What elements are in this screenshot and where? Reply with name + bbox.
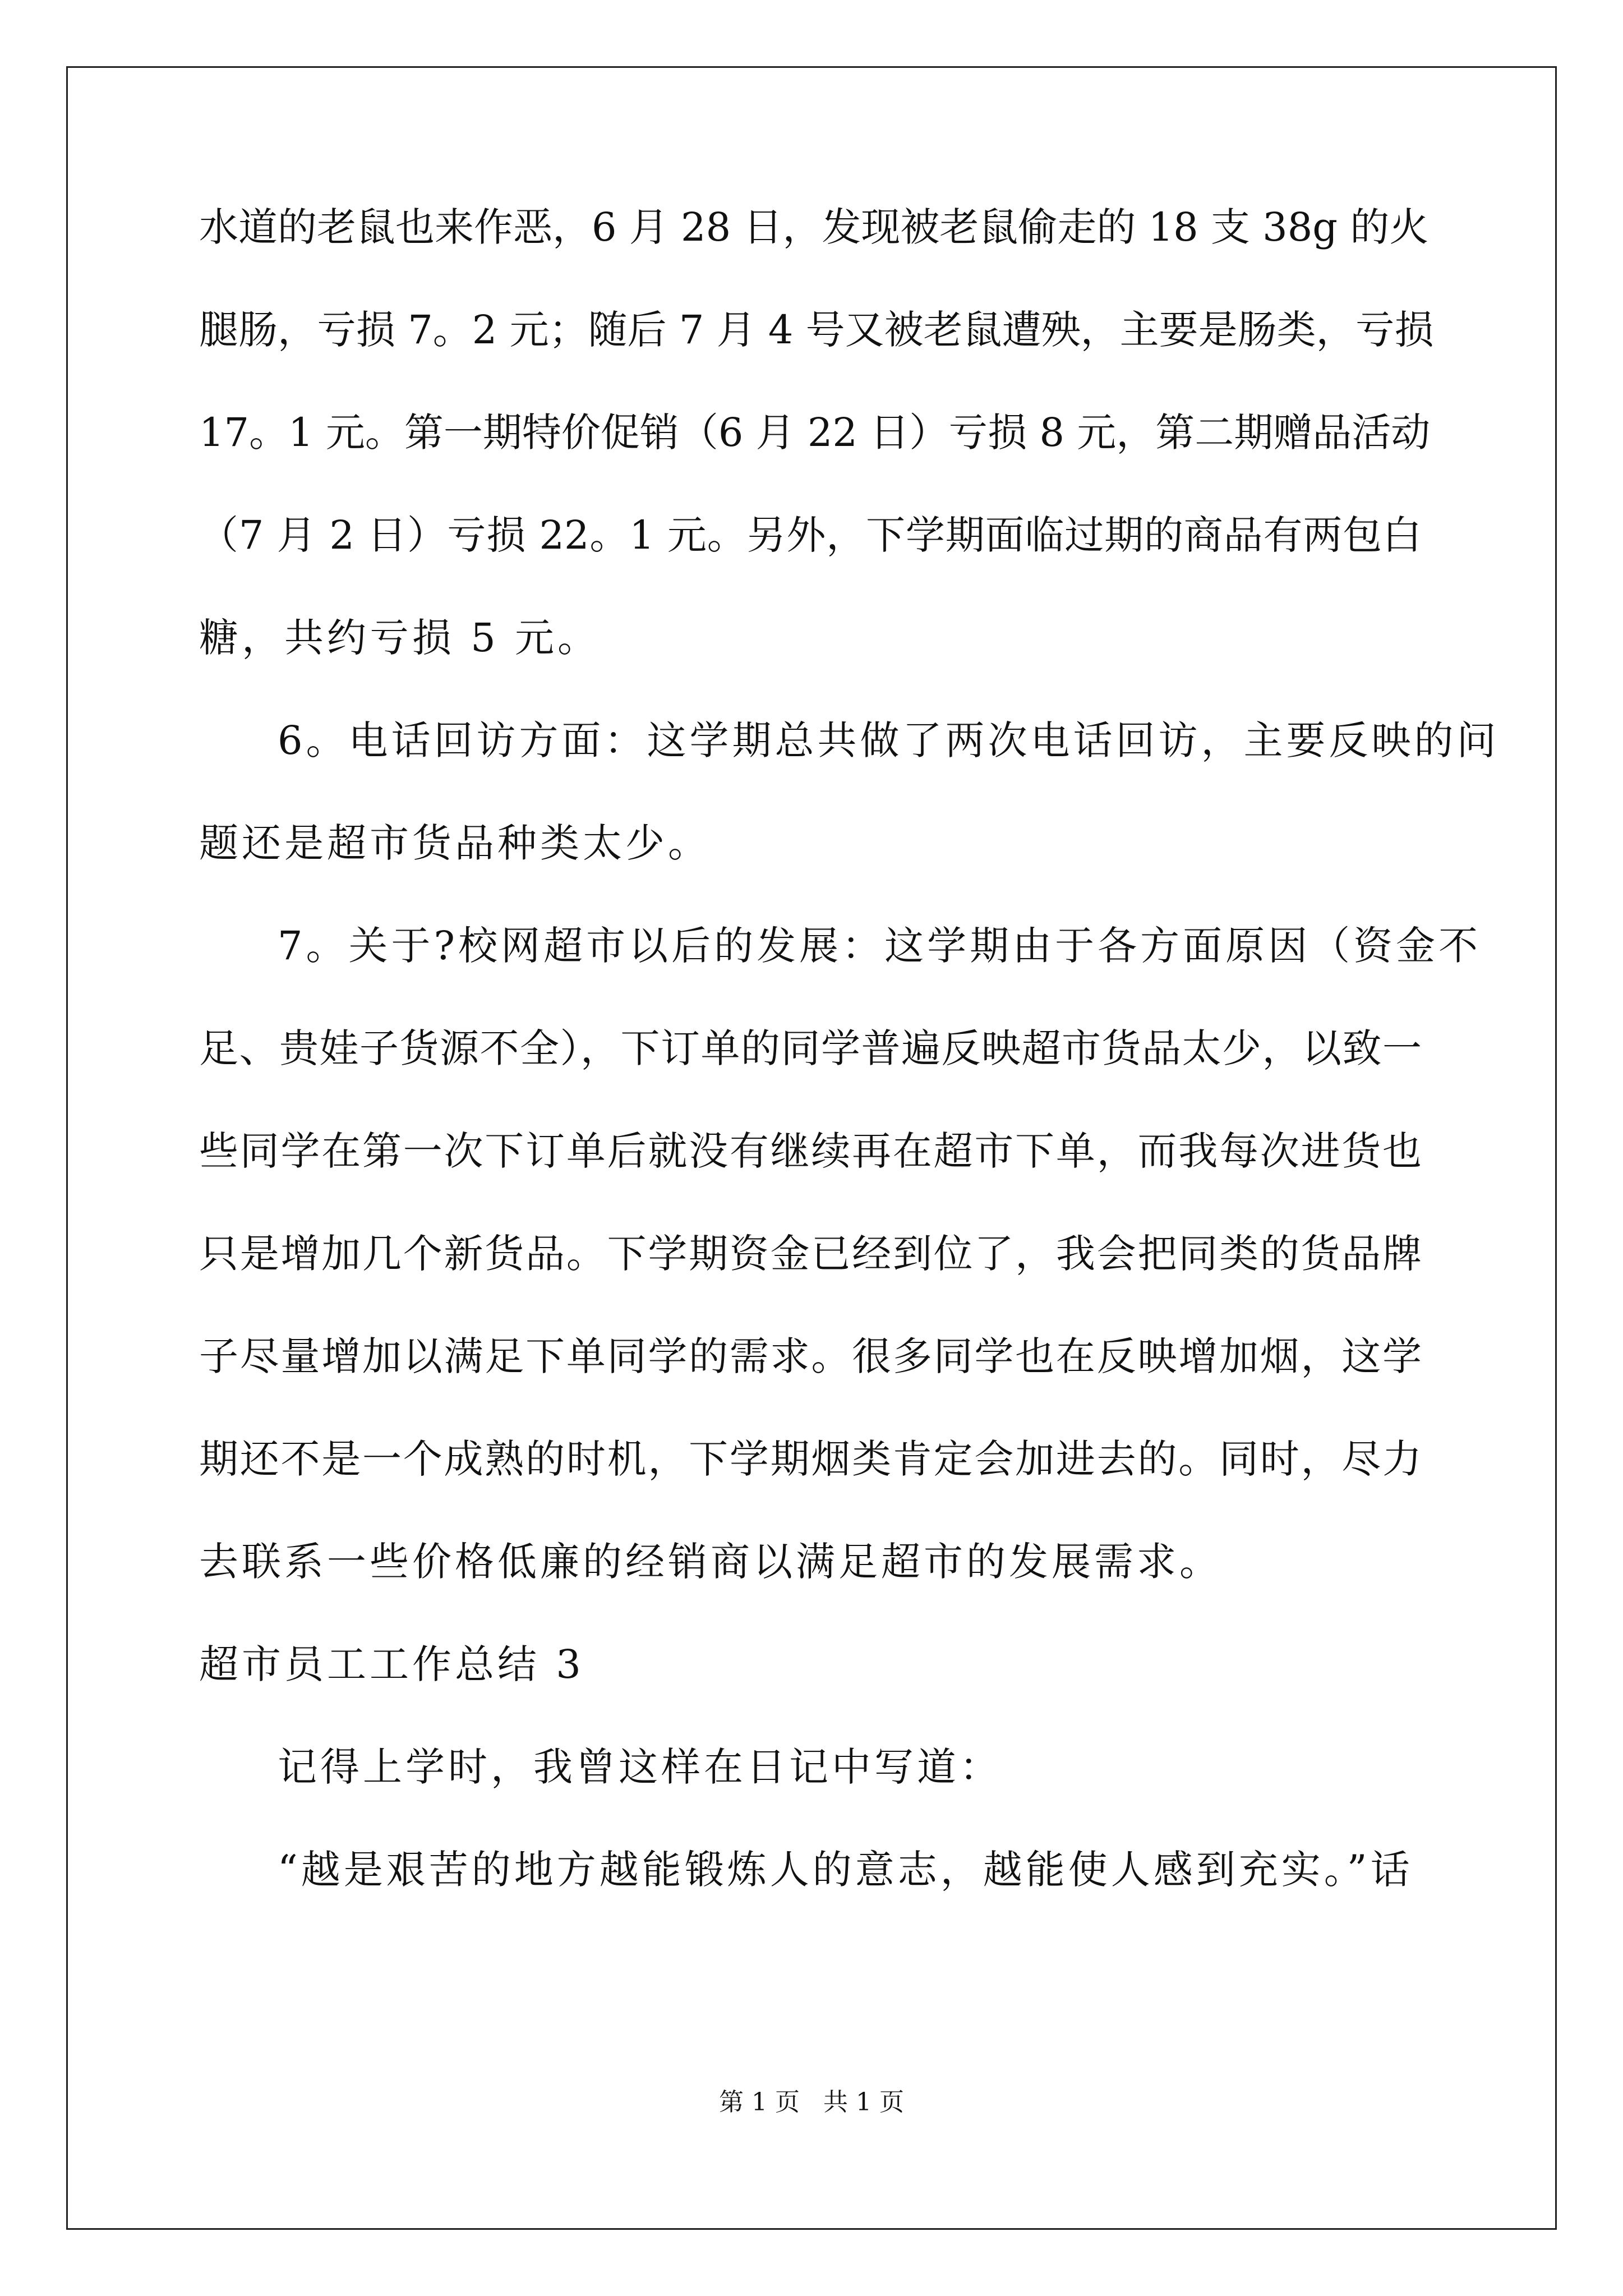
body-line: 17。1 元。第一期特价促销（6 月 22 日）亏损 8 元，第二期赠品活动 <box>199 409 1431 455</box>
body-line: （7 月 2 日）亏损 22。1 元。另外，下学期面临过期的商品有两包白 <box>199 512 1422 558</box>
body-line: 只是增加几个新货品。下学期资金已经到位了，我会把同类的货品牌 <box>199 1231 1422 1277</box>
body-line: 些同学在第一次下订单后就没有继续再在超市下单，而我每次进货也 <box>199 1128 1422 1174</box>
body-line: 去联系一些价格低廉的经销商以满足超市的发展需求。 <box>199 1539 1222 1585</box>
body-line: 期还不是一个成熟的时机，下学期烟类肯定会加进去的。同时，尽力 <box>199 1436 1422 1482</box>
page-footer: 第 1 页 共 1 页 <box>719 2088 904 2116</box>
paragraph-line: 6。电话回访方面：这学期总共做了两次电话回访，主要反映的问 <box>278 717 1500 763</box>
body-line: 腿肠，亏损 7。2 元；随后 7 月 4 号又被老鼠遭殃，主要是肠类，亏损 <box>199 307 1434 353</box>
body-line: 水道的老鼠也来作恶，6 月 28 日，发现被老鼠偷走的 18 支 38g 的火 <box>199 204 1429 250</box>
body-line: 足、贵娃子货源不全），下订单的同学普遍反映超市货品太少，以致一 <box>199 1025 1422 1071</box>
section-heading: 超市员工工作总结 3 <box>199 1641 584 1687</box>
body-line: 子尽量增加以满足下单同学的需求。很多同学也在反映增加烟，这学 <box>199 1333 1422 1379</box>
paragraph-line: 7。关于?校网超市以后的发展：这学期由于各方面原因（资金不 <box>278 923 1482 969</box>
body-line: 糖，共约亏损 5 元。 <box>199 615 601 661</box>
paragraph-line: “越是艰苦的地方越能锻炼人的意志，越能使人感到充实。”话 <box>278 1847 1413 1893</box>
body-line: 题还是超市货品种类太少。 <box>199 820 711 866</box>
paragraph-line: 记得上学时，我曾这样在日记中写道： <box>278 1744 1002 1790</box>
